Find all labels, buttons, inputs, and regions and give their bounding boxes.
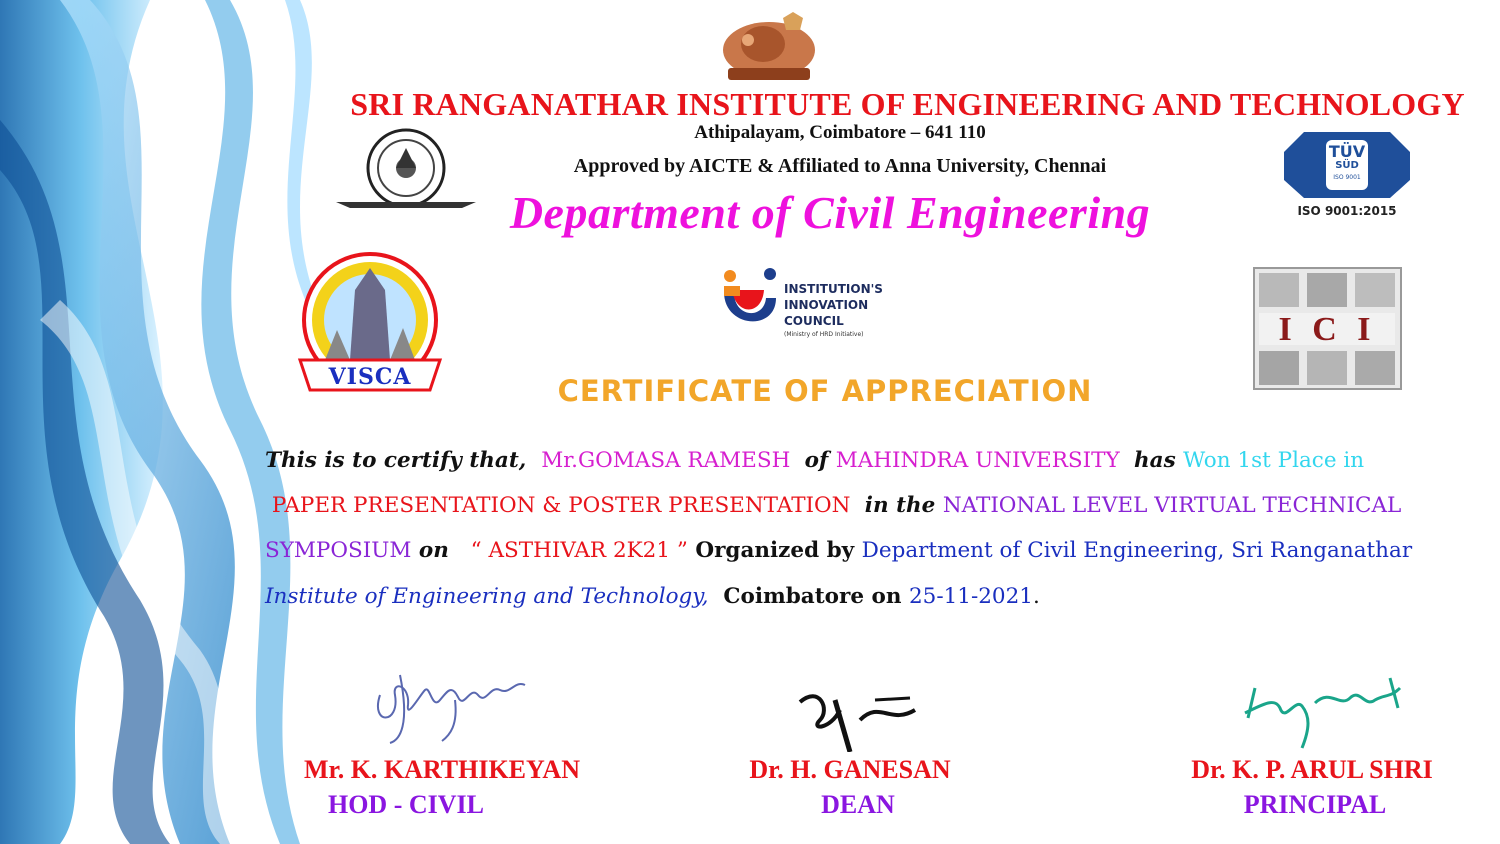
certificate-line-1: [265, 448, 1364, 473]
principal-role: PRINCIPAL: [1243, 790, 1387, 819]
tuv-sud-text: SÜD: [1335, 160, 1359, 171]
iic-line-1: INSTITUTION'S: [784, 282, 883, 296]
recipient-university: MAHINDRA UNIVERSITY: [835, 448, 1127, 473]
fest-name: “ ASTHIVAR 2K21 ”: [463, 538, 688, 563]
event-date: 25-11-2021: [908, 584, 1033, 609]
certificate-line-2: [265, 493, 1401, 518]
certificate-line-3: [265, 538, 1412, 563]
principal-name: Dr. K. P. ARUL SHRI: [1191, 755, 1433, 784]
tuv-iso-logo: [1282, 130, 1412, 222]
iic-logo: [718, 268, 898, 344]
recipient-name: Mr.GOMASA RAMESH: [541, 448, 798, 473]
has-text: has: [1126, 448, 1184, 473]
hod-signature: [340, 655, 540, 750]
dean-role: DEAN: [821, 790, 895, 819]
event-name: PAPER PRESENTATION & POSTER PRESENTATION: [265, 493, 858, 518]
hod-role: HOD - CIVIL: [327, 790, 484, 819]
principal-signature: [1240, 668, 1410, 753]
symposium-level: NATIONAL LEVEL VIRTUAL TECHNICAL: [942, 493, 1402, 518]
symposium-word: SYMPOSIUM: [265, 538, 412, 563]
of-text: of: [797, 448, 836, 473]
visca-label: VISCA: [328, 364, 412, 390]
certificate-title: CERTIFICATE OF APPRECIATION: [557, 374, 1093, 408]
institute-name: SRI RANGANATHAR INSTITUTE OF ENGINEERING AND TECHNOLOGY: [350, 86, 1465, 122]
dean-name: Dr. H. GANESAN: [749, 755, 951, 784]
hod-name: Mr. K. KARTHIKEYAN: [304, 755, 580, 784]
organized-by-text: Organized by: [687, 538, 862, 563]
temple-emblem-logo: [718, 10, 820, 82]
approval-text: Approved by AICTE & Affiliated to Anna University, Chennai: [573, 155, 1107, 177]
iic-line-2: INNOVATION: [784, 298, 869, 312]
visca-logo: [295, 250, 445, 396]
iic-subtitle: (Ministry of HRD Initiative): [784, 331, 864, 338]
ici-letters: I C I: [1278, 311, 1377, 348]
organizer-name-cont: Institute of Engineering and Technology,: [265, 584, 709, 609]
iic-mark-icon: [718, 268, 782, 344]
in-the-text: in the: [857, 493, 943, 518]
organizer-name: Department of Civil Engineering, Sri Ranganathar: [861, 538, 1413, 563]
institute-seal-logo: [336, 128, 476, 216]
tuv-iso-small-text: ISO 9001: [1333, 174, 1361, 181]
department-title: Department of Civil Engineering: [509, 187, 1151, 238]
tuv-text: TÜV: [1328, 142, 1366, 161]
decorative-blue-wave: [0, 0, 360, 844]
iso-label: ISO 9001:2015: [1297, 204, 1397, 218]
award-text: Won 1st Place in: [1183, 448, 1365, 473]
institute-address: Athipalayam, Coimbatore – 641 110: [694, 122, 986, 143]
certify-prefix: This is to certify that,: [265, 448, 542, 473]
certificate-line-4: [265, 584, 1040, 609]
place-text: Coimbatore on: [708, 584, 909, 609]
iic-line-3: COUNCIL: [784, 314, 844, 328]
end-period: .: [1032, 584, 1040, 609]
ici-logo: [1253, 267, 1402, 390]
dean-signature: [790, 680, 940, 752]
on-text: on: [411, 538, 464, 563]
